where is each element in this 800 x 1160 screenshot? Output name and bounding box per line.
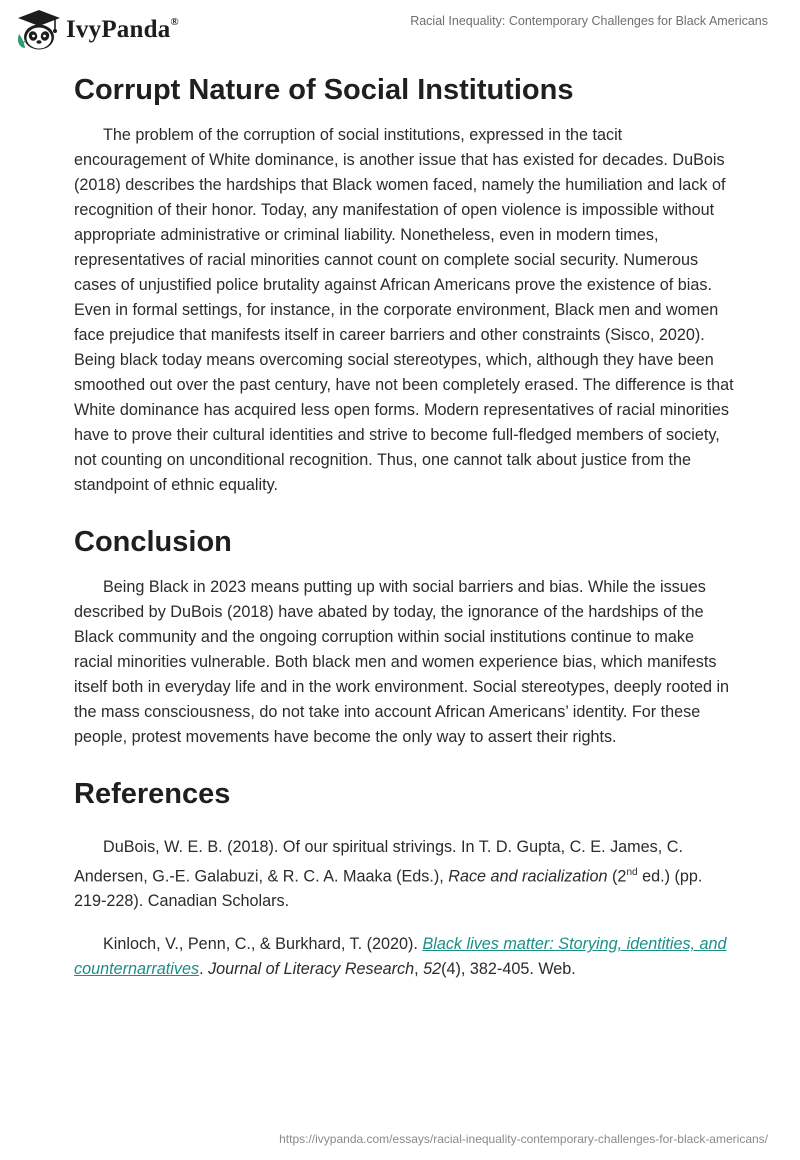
reference-kinloch: Kinloch, V., Penn, C., & Burkhard, T. (2020). Black lives matter: Storying, identities, and counternarratives. Journal of Literacy Research, 52(4), 382-405. Web.: [74, 935, 727, 979]
reference-book-title: Race and racialization: [448, 867, 608, 886]
reference-volume: 52: [423, 960, 442, 979]
reference-article-link[interactable]: Black lives matter: Storying, identities, and counternarratives: [74, 935, 727, 979]
logo-text: IvyPanda®: [66, 16, 179, 43]
section-paragraph-corrupt-institutions: The problem of the corruption of social institutions, expressed in the tacit encouragement of White dominance, is another issue that has existed for decades. DuBois (2018) describes the hardships that Black women faced, namely the humiliation and lack of recognition of their honor. Today, any manifestation of open violence is impossible without appropriate administrative or criminal liability. Nonetheless, even in modern times, representatives of racial minorities cannot count on complete social security. Numerous cases of unjustified police brutality against African Americans prove the existence of bias. Even in formal settings, for instance, in the corporate environment, Black men and women face prejudice that manifests itself in career barriers and other constraints (Sisco, 2020). Being black today means overcoming social stereotypes, which, although they have been smoothed out over the past century, have not been completely erased. The difference is that White dominance has acquired less open forms. Modern representatives of racial minorities have to prove their cultural identities and strive to become full-fledged members of society, not counting on unconditional recognition. Thus, one cannot talk about justice from the standpoint of ethnic equality.: [74, 126, 734, 494]
page-header: [0, 0, 800, 56]
section-heading-references: References: [74, 778, 231, 810]
reference-journal-title: Journal of Literacy Research: [208, 960, 415, 979]
essay-content: [74, 68, 734, 982]
document-title: Racial Inequality: Contemporary Challenges for Black Americans: [410, 14, 768, 28]
section-paragraph-conclusion: Being Black in 2023 means putting up with social barriers and bias. While the issues described by DuBois (2018) have abated by today, the ignorance of the hardships of the Black community and the ongoing corruption within social institutions continue to make racial minorities vulnerable. Both black men and women experience bias, which manifests itself both in everyday life and in the work environment. Social stereotypes, deeply rooted in the mass consciousness, do not take into account African Americans’ identity. For these people, protest movements have become the only way to assert their rights.: [74, 578, 730, 746]
ivypanda-logo[interactable]: [16, 8, 179, 52]
footer-url[interactable]: https://ivypanda.com/essays/racial-inequality-contemporary-challenges-for-black-americans/: [279, 1132, 768, 1146]
section-heading-corrupt-institutions: Corrupt Nature of Social Institutions: [74, 74, 574, 106]
section-heading-conclusion: Conclusion: [74, 526, 232, 558]
reference-dubois: DuBois, W. E. B. (2018). Of our spiritual strivings. In T. D. Gupta, C. E. James, C. Andersen, G.-E. Galabuzi, & R. C. A. Maaka (Eds.), Race and racialization (2nd ed.) (pp. 219-228). Canadian Scholars.: [74, 838, 703, 911]
panda-logo-icon: [16, 8, 62, 52]
